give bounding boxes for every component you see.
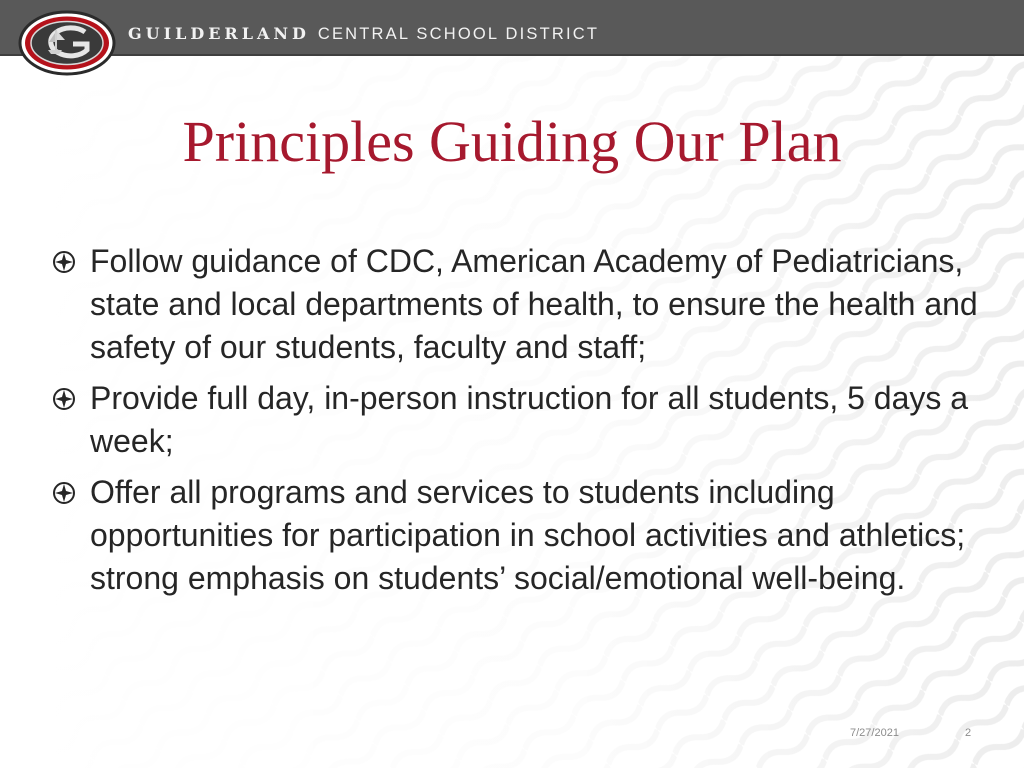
district-name-light: CENTRAL SCHOOL DISTRICT [317,25,600,43]
district-name [128,24,599,44]
bullet-text: Provide full day, in-person instruction for all students, 5 days a week; [90,380,969,459]
slide-title: Principles Guiding Our Plan [182,109,842,174]
district-logo-icon [18,10,116,76]
bullet-list [52,240,992,608]
bullet-text: Follow guidance of CDC, American Academy of Pediatricians, state and local departments of health, to ensure the health and safety of our students, faculty and staff; [90,243,978,365]
compass-bullet-icon [52,250,76,274]
compass-bullet-icon [52,387,76,411]
bullet-item [52,471,992,600]
page-number: 2 [965,727,972,739]
bullet-item [52,377,992,463]
bullet-item [52,240,992,369]
bullet-text: Offer all programs and services to students including opportunities for participation in school activities and athletics; strong emphasis on students’ social/emotional well-being. [90,474,966,596]
footer-date: 7/27/2021 [850,727,899,739]
district-name-bold: GUILDERLAND [128,24,310,43]
compass-bullet-icon [52,481,76,505]
